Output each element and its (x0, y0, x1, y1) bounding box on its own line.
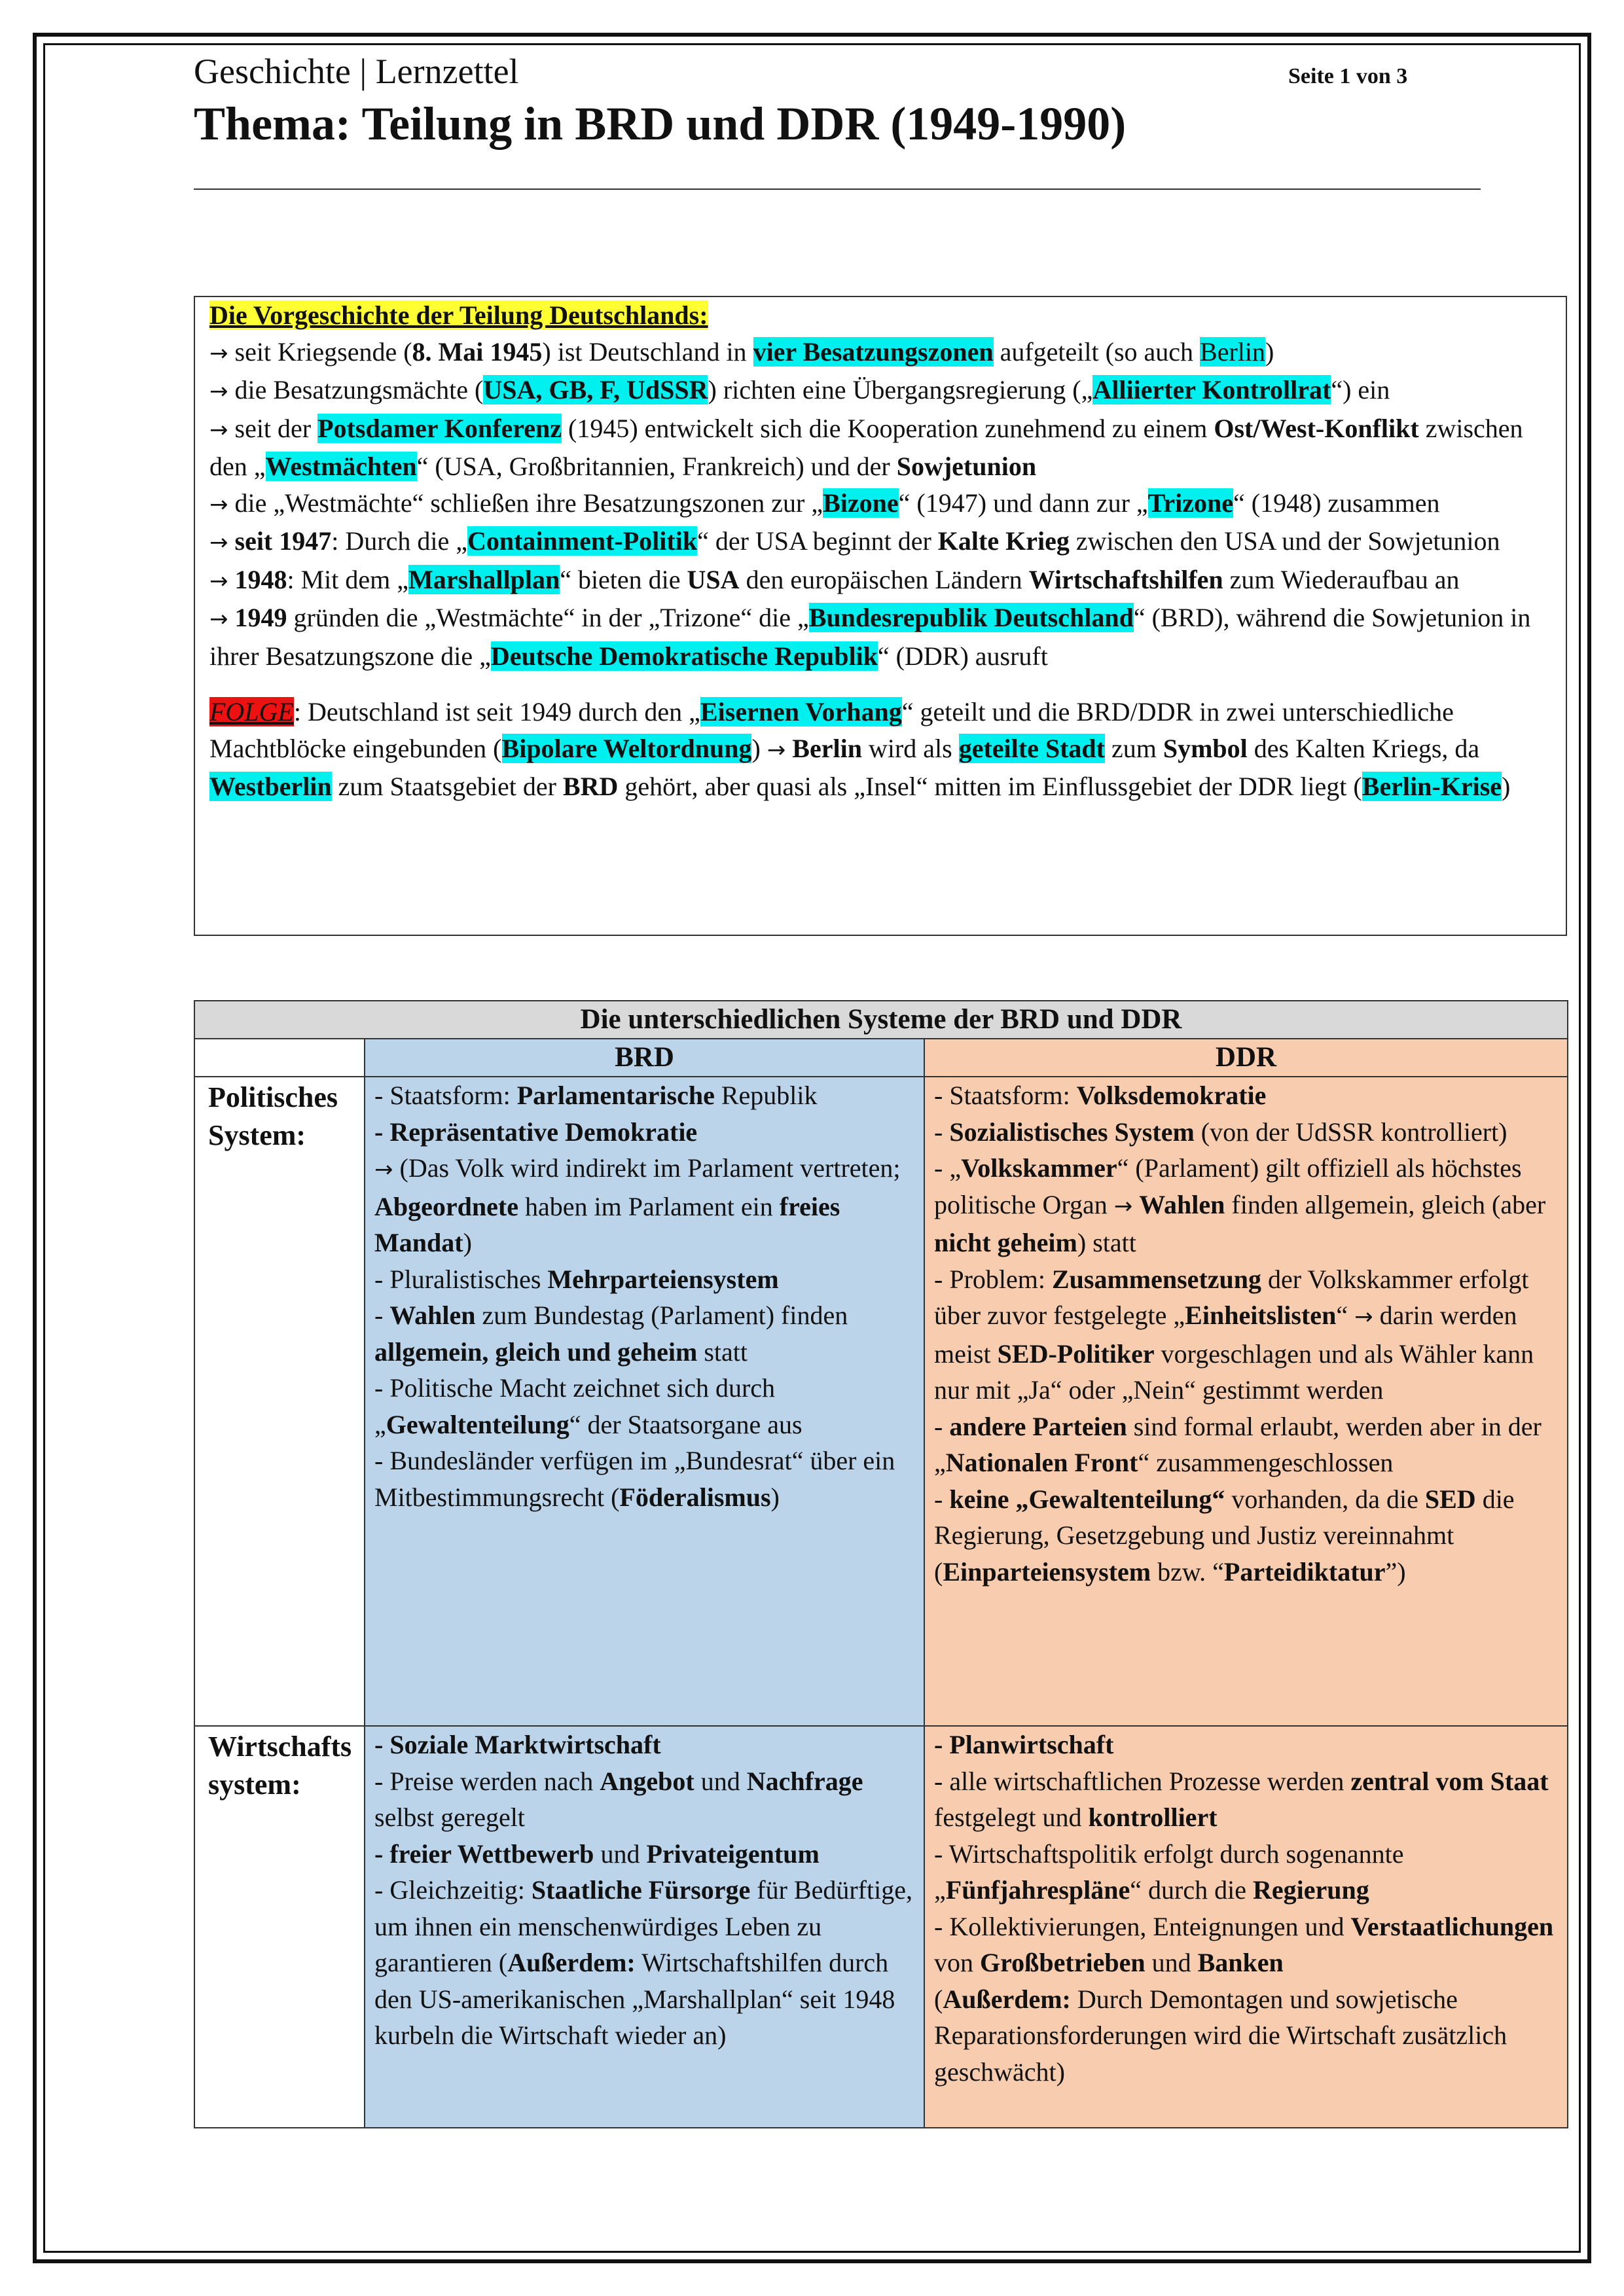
systems-table (194, 1000, 1568, 2128)
header-divider (194, 188, 1481, 190)
bullet-3: → seit der Potsdamer Konferenz (1945) entwickelt sich die Kooperation zunehmend zu einem Ost/West-Konflikt zwischen den „Westmächten“ (USA, Großbritannien, Frankreich) und der Sowjetunion (209, 413, 1523, 481)
ddr-economic-cell: - Planwirtschaft - alle wirtschaftlichen Prozesse werden zentral vom Staat festgelegt und kontrolliert - Wirtschaftspolitik erfolgt durch sogenannte „Fünfjahrespläne“ durch die Regierung - Kollektivierungen, Enteignungen und Verstaatlichungen von Großbetrieben und Banken (Außerdem: Durch Demontagen und sowjetische Reparationsforderungen wird die Wirtschaft zusätzlich geschwächt) (924, 1726, 1568, 2128)
brd-political-cell: - Staatsform: Parlamentarische Republik - Repräsentative Demokratie → (Das Volk wird indirekt im Parlament vertreten; Abgeordnete haben im Parlament ein freies Mandat) - Pluralistisches Mehrparteiensystem - Wahlen zum Bundestag (Parlament) finden allgemein, gleich und geheim statt - Politische Macht zeichnet sich durch „Gewaltenteilung“ der Staatsorgane aus - Bundesländer verfügen im „Bundesrat“ über ein Mitbestimmungsrecht (Föderalismus) (365, 1077, 924, 1726)
folge-paragraph: FOLGE: Deutschland ist seit 1949 durch den „Eisernen Vorhang“ geteilt und die BRD/DDR in zwei unterschiedliche Machtblöcke eingebunden (Bipolare Weltordnung) → Berlin wird als geteilte Stadt zum Symbol des Kalten Kriegs, da Westberlin zum Staatsgebiet der BRD gehört, aber quasi als „Insel“ mitten im Einflussgebiet der DDR liegt (Berlin-Krise) (209, 697, 1511, 801)
bullet-5: → seit 1947: Durch die „Containment-Politik“ der USA beginnt der Kalte Krieg zwischen den USA und der Sowjetunion (209, 526, 1500, 556)
bullet-6: → 1948: Mit dem „Marshallplan“ bieten die USA den europäischen Ländern Wirtschaftshilfen zum Wiederaufbau an (209, 564, 1460, 594)
bullet-2: → die Besatzungsmächte (USA, GB, F, UdSSR) richten eine Übergangsregierung („Alliierter Kontrollrat“) ein (209, 375, 1390, 404)
column-header-ddr: DDR (924, 1039, 1568, 1077)
bullet-7: → 1949 gründen die „Westmächte“ in der „Trizone“ die „Bundesrepublik Deutschland“ (BRD), während die Sowjetunion in ihrer Besatzungszone die „Deutsche Demokratische Republik“ (DDR) ausruft (209, 603, 1531, 671)
ddr-political-cell: - Staatsform: Volksdemokratie - Sozialistisches System (von der UdSSR kontrolliert) - „Volkskammer“ (Parlament) gilt offiziell als höchstes politische Organ → Wahlen finden allgemein, gleich (aber nicht geheim) statt - Problem: Zusammensetzung der Volkskammer erfolgt über zuvor festgelegte „Einheitslisten“ → darin werden meist SED-Politiker vorgeschlagen und als Wähler kann nur mit „Ja“ oder „Nein“ gestimmt werden - andere Parteien sind formal erlaubt, werden aber in der „Nationalen Front“ zusammengeschlossen - keine „Gewaltenteilung“ vorhanden, da die SED die Regierung, Gesetzgebung und Justiz vereinnahmt (Einparteiensystem bzw. “Parteidiktatur”) (924, 1077, 1568, 1726)
vorgeschichte-box (194, 296, 1567, 936)
arrow-right-icon: → (209, 567, 228, 594)
arrow-right-icon: → (209, 606, 228, 632)
table-corner-cell (194, 1039, 365, 1077)
page-number: Seite 1 von 3 (1288, 64, 1408, 88)
arrow-right-icon: → (209, 340, 228, 367)
row-label-political: Politisches System: (194, 1077, 365, 1726)
arrow-right-icon: → (374, 1157, 393, 1183)
arrow-right-icon: → (1113, 1193, 1133, 1219)
arrow-right-icon: → (209, 491, 228, 518)
arrow-right-icon: → (767, 736, 786, 763)
arrow-right-icon: → (209, 378, 228, 404)
section-heading: Die Vorgeschichte der Teilung Deutschlands: (209, 300, 708, 330)
systems-table-title: Die unterschiedlichen Systeme der BRD und DDR (194, 1001, 1568, 1039)
page-title: Thema: Teilung in BRD und DDR (1949-1990) (194, 98, 1127, 150)
column-header-brd: BRD (365, 1039, 924, 1077)
bullet-1: → seit Kriegsende (8. Mai 1945) ist Deutschland in vier Besatzungszonen aufgeteilt (so auch Berlin) (209, 336, 1274, 367)
bullet-4: → die „Westmächte“ schließen ihre Besatzungszonen zur „Bizone“ (1947) und dann zur „Trizone“ (1948) zusammen (209, 488, 1440, 518)
arrow-right-icon: → (209, 416, 228, 443)
folge-label: FOLGE (209, 697, 294, 726)
brd-economic-cell: - Soziale Marktwirtschaft - Preise werden nach Angebot und Nachfrage selbst geregelt - freier Wettbewerb und Privateigentum - Gleichzeitig: Staatliche Fürsorge für Bedürftige, um ihnen ein menschenwürdiges Leben zu garantieren (Außerdem: Wirtschaftshilfen durch den US-amerikanischen „Marshallplan“ seit 1948 kurbeln die Wirtschaft wieder an) (365, 1726, 924, 2128)
arrow-right-icon: → (209, 529, 228, 556)
row-label-economic: Wirtschafts system: (194, 1726, 365, 2128)
arrow-right-icon: → (1354, 1304, 1373, 1330)
subject-header: Geschichte | Lernzettel (194, 52, 519, 91)
